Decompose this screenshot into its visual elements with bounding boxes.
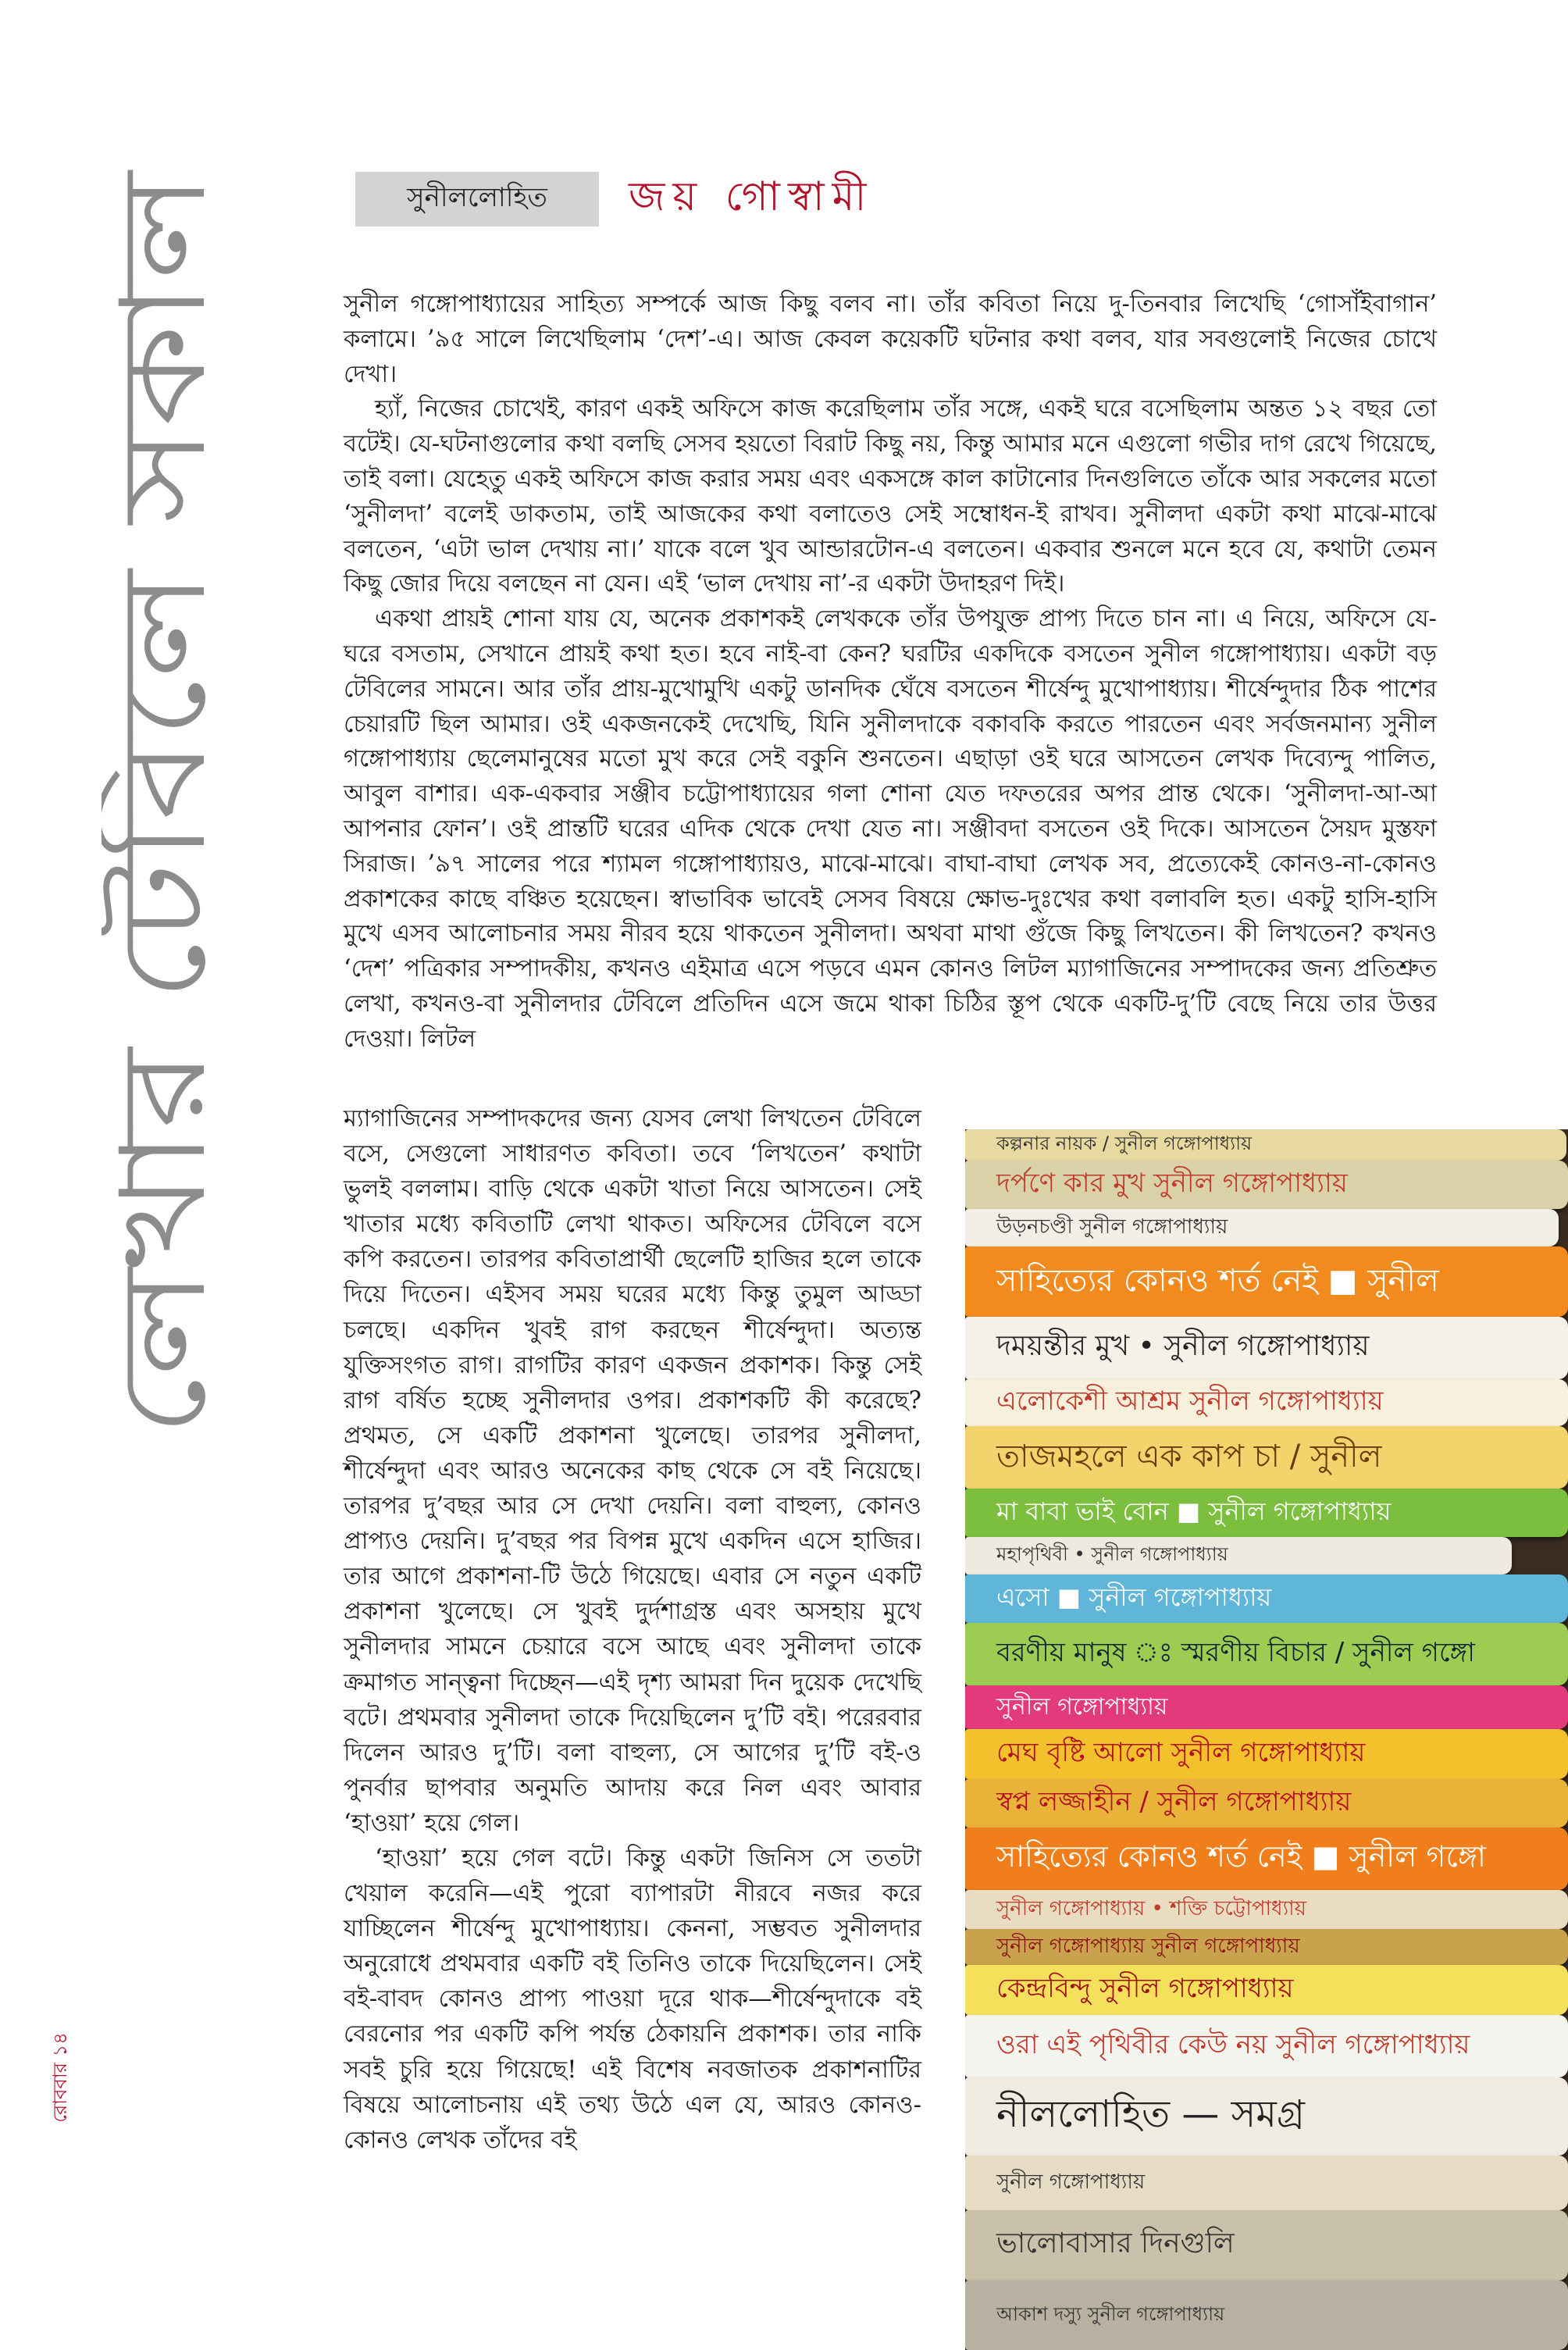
book-spine: দময়ন্তীর মুখ • সুনীল গঙ্গোপাধ্যায় [965, 1317, 1568, 1379]
book-spine: এসো ■ সুনীল গঙ্গোপাধ্যায় [965, 1574, 1568, 1623]
book-spine: তাজমহলে এক কাপ চা / সুনীল [965, 1426, 1568, 1489]
folio-text: রোববার ১৪ [49, 2032, 71, 2123]
author-name: জয় গোস্বামী [629, 173, 875, 220]
book-spine: মহাপৃথিবী • সুনীল গঙ্গোপাধ্যায় [965, 1537, 1512, 1574]
article-paragraph: হ্যাঁ, নিজের চোখেই, কারণ একই অফিসে কাজ করেছিলাম তাঁর সঙ্গে, একই ঘরে বসেছিলাম অন্তত ১২ বছর তো বটেই। যে-ঘটনাগুলোর কথা বলছি সেসব হয়তো বিরাট কিছু নয়, কিন্তু আমার মনে এগুলো গভীর দাগ রেখে গিয়েছে, তাই বলা। যেহেতু একই অফিসে কাজ করার সময় এবং একসঙ্গে কাল কাটানোর দিনগুলিতে তাঁকে আর সকলের মতো ‘সুনীলদা’ বলেই ডাকতাম, তাই আজকের কথা বলাতেও সেই সম্বোধন-ই রাখব। সুনীলদা একটা কথা মাঝে-মাঝে বলতেন, ‘এটা ভাল দেখায় না।’ যাকে বলে খুব আন্ডারটোন-এ বলতেন। একবার শুনলে মনে হবে যে, কথাটা তেমন কিছু জোর দিয়ে বলছেন না যেন। এই ‘ভাল দেখায় না’-র একটা উদাহরণ দিই। [344, 395, 1437, 598]
book-stack-photo [965, 1129, 1568, 2350]
vertical-title-text: লেখার টেবিলে সকাল [102, 427, 232, 1437]
section-tag-label: সুনীললোহিত [407, 181, 547, 213]
book-spine: ভালোবাসার দিনগুলি [965, 2210, 1568, 2280]
book-spine: কেন্দ্রবিন্দু সুনীল গঙ্গোপাধ্যায় [965, 1965, 1568, 2015]
article-body-narrow [344, 1101, 921, 2158]
article-paragraph: ‘হাওয়া’ হয়ে গেল বটে। কিন্তু একটা জিনিস সে ততটা খেয়াল করেনি—এই পুরো ব্যাপারটা নীরবে নজর করে যাচ্ছিলেন শীর্ষেন্দু মুখোপাধ্যায়। কেননা, সম্ভবত সুনীলদার অনুরোধে প্রথমবার একটি বই তিনিও তাকে দিয়েছিলেন। সেই বই-বাবদ কোনও প্রাপ্য পাওয়া দূরে থাক—শীর্ষেন্দুদাকে বই বেরনোর পর একটি কপি পর্যন্ত ঠেকায়নি প্রকাশক। তার নাকি সবই চুরি হয়ে গিয়েছে! এই বিশেষ নবজাতক প্রকাশনাটির বিষয়ে আলোচনায় এই তথ্য উঠে এল যে, আরও কোনও-কোনও লেখক তাঁদের বই [344, 1844, 921, 2154]
book-spine: সুনীল গঙ্গোপাধ্যায় [965, 1685, 1568, 1729]
page-folio [45, 2023, 77, 2132]
book-spine: মা বাবা ভাই বোন ■ সুনীল গঙ্গোপাধ্যায় [965, 1489, 1568, 1537]
book-spine: মেঘ বৃষ্টি আলো সুনীল গঙ্গোপাধ্যায় [965, 1729, 1568, 1779]
book-spine: আকাশ দস্যু সুনীল গঙ্গোপাধ্যায় [965, 2280, 1568, 2350]
book-spine: সুনীল গঙ্গোপাধ্যায় • শক্তি চট্টোপাধ্যায় [965, 1890, 1568, 1929]
book-spine: উড়নচণ্ডী সুনীল গঙ্গোপাধ্যায় [965, 1209, 1559, 1246]
book-spine: সুনীল গঙ্গোপাধ্যায় সুনীল গঙ্গোপাধ্যায় [965, 1929, 1568, 1965]
book-spine: সাহিত্যের কোনও শর্ত নেই ■ সুনীল [965, 1246, 1568, 1317]
article-paragraph: ম্যাগাজিনের সম্পাদকদের জন্য যেসব লেখা লিখতেন টেবিলে বসে, সেগুলো সাধারণত কবিতা। তবে ‘লিখতেন’ কথাটা ভুলই বললাম। বাড়ি থেকে একটা খাতা নিয়ে আসতেন। সেই খাতার মধ্যে কবিতাটি লেখা থাকত। অফিসের টেবিলে বসে কপি করতেন। তারপর কবিতাপ্রার্থী ছেলেটি হাজির হলে তাকে দিয়ে দিতেন। এইসব সময় ঘরের মধ্যে কিন্তু তুমুল আড্ডা চলছে। একদিন খুবই রাগ করছেন শীর্ষেন্দুদা। অত্যন্ত যুক্তিসংগত রাগ। রাগটির কারণ একজন প্রকাশক। কিন্তু সেই রাগ বর্ষিত হচ্ছে সুনীলদার ওপর। প্রকাশকটি কী করেছে? প্রথমত, সে একটি প্রকাশনা খুলেছে। তারপর সুনীলদা, শীর্ষেন্দুদা এবং আরও অনেকের কাছ থেকে সে বই নিয়েছে। তারপর দু’বছর আর সে দেখা দেয়নি। বলা বাহুল্য, কোনও প্রাপ্যও দেয়নি। দু’বছর পর বিপন্ন মুখে একদিন এসে হাজির। তার আগে প্রকাশনা-টি উঠে গিয়েছে। এবার সে নতুন একটি প্রকাশনা খুলেছে। সে খুবই দুর্দশাগ্রস্ত এবং অসহায় মুখে সুনীলদার সামনে চেয়ারে বসে আছে এবং সুনীলদা তাকে ক্রমাগত সান্ত্বনা দিচ্ছেন—এই দৃশ্য আমরা দিন দুয়েক দেখেছি বটে। প্রথমবার সুনীলদা তাকে দিয়েছিলেন দু’টি বই। পরেরবার দিলেন আরও দু’টি। বলা বাহুল্য, সে আগের দু’টি বই-ও পুনর্বার ছাপবার অনুমতি আদায় করে নিল এবং আবার ‘হাওয়া’ হয়ে গেল। [344, 1105, 921, 1837]
book-spine: সাহিত্যের কোনও শর্ত নেই ■ সুনীল গঙ্গো [965, 1828, 1568, 1890]
article-paragraph: একথা প্রায়ই শোনা যায় যে, অনেক প্রকাশকই লেখককে তাঁর উপযুক্ত প্রাপ্য দিতে চান না। এ নিয়ে, অফিসে যে-ঘরে বসতাম, সেখানে প্রায়ই কথা হত। হবে নাই-বা কেন? ঘরটির একদিকে বসতেন সুনীল গঙ্গোপাধ্যায়। একটা বড় টেবিলের সামনে। আর তাঁর প্রায়-মুখোমুখি একটু ডানদিক ঘেঁষে বসতেন শীর্ষেন্দু মুখোপাধ্যায়। শীর্ষেন্দুদার ঠিক পাশের চেয়ারটি ছিল আমার। ওই একজনকেই দেখেছি, যিনি সুনীলদাকে বকাবকি করতে পারতেন এবং সর্বজনমান্য সুনীল গঙ্গোপাধ্যায় ছেলেমানুষের মতো মুখ করে সেই বকুনি শুনতেন। এছাড়া ওই ঘরে আসতেন লেখক দিব্যেন্দু পালিত, আবুল বাশার। এক-একবার সঞ্জীব চট্টোপাধ্যায়ের গলা শোনা যেত দফতরের অপর প্রান্ত থেকে। ‘সুনীলদা-আ-আ আপনার ফোন’। ওই প্রান্তটি ঘরের এদিক থেকে দেখা যেত না। সঞ্জীবদা বসতেন ওই দিকে। আসতেন সৈয়দ মুস্তফা সিরাজ। ’৯৭ সালের পরে শ্যামল গঙ্গোপাধ্যায়ও, মাঝে-মাঝে। বাঘা-বাঘা লেখক সব, প্রত্যেকেই কোনও-না-কোনও প্রকাশকের কাছে বঞ্চিত হয়েছেন। স্বাভাবিক ভাবেই সেসব বিষয়ে ক্ষোভ-দুঃখের কথা বলাবলি হত। একটু হাসি-হাসি মুখে এসব আলোচনার সময় নীরব হয়ে থাকতেন সুনীলদা। অথবা মাথা গুঁজে কিছু লিখতেন। কী লিখতেন? কখনও ‘দেশ’ পত্রিকার সম্পাদকীয়, কখনও এইমাত্র এসে পড়বে এমন কোনও লিটল ম্যাগাজিনের সম্পাদকের জন্য প্রতিশ্রুত লেখা, কখনও-বা সুনীলদার টেবিলে প্রতিদিন এসে জমে থাকা চিঠির স্তূপ থেকে একটি-দু’টি বেছে নিয়ে তার উত্তর দেওয়া। লিটল [344, 605, 1437, 1053]
book-spine: সুনীল গঙ্গোপাধ্যায় [965, 2156, 1568, 2210]
book-spine: কল্পনার নায়ক / সুনীল গঙ্গোপাধ্যায় [965, 1129, 1566, 1161]
book-spine: এলোকেশী আশ্রম সুনীল গঙ্গোপাধ্যায় [965, 1379, 1568, 1426]
book-spine: দর্পণে কার মুখ সুনীল গঙ্গোপাধ্যায় [965, 1161, 1568, 1209]
book-spine: নীললোহিত — সমগ্র [965, 2077, 1568, 2156]
book-spine: বরণীয় মানুষ ঃ স্মরণীয় বিচার / সুনীল গঙ্গো [965, 1623, 1568, 1685]
article-paragraph: সুনীল গঙ্গোপাধ্যায়ের সাহিত্য সম্পর্কে আজ কিছু বলব না। তাঁর কবিতা নিয়ে দু-তিনবার লিখেছি ‘গোসাঁইবাগান’ কলামে। ’৯৫ সালে লিখেছিলাম ‘দেশ’-এ। আজ কেবল কয়েকটি ঘটনার কথা বলব, যার সবগুলোই নিজের চোখে দেখা। [344, 291, 1437, 388]
book-spine: ওরা এই পৃথিবীর কেউ নয় সুনীল গঙ্গোপাধ্যায় [965, 2015, 1568, 2077]
book-spine: স্বপ্ন লজ্জাহীন / সুনীল গঙ্গোপাধ্যায় [965, 1779, 1568, 1828]
section-tag [355, 172, 599, 226]
article-body-wide [344, 287, 1437, 1057]
vertical-title [102, 141, 242, 1468]
